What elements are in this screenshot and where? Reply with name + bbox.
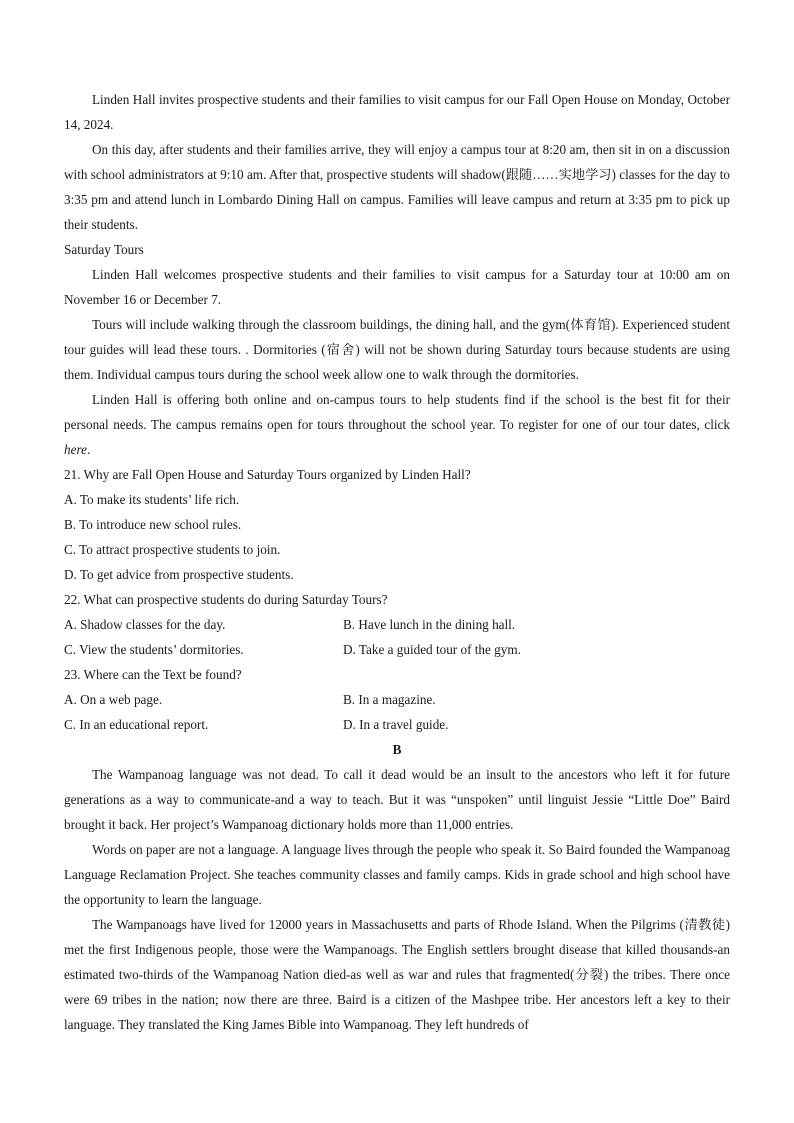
question-22-options-row-1 (64, 612, 730, 637)
question-22-option-d: D. Take a guided tour of the gym. (343, 642, 521, 657)
question-23-options-row-2 (64, 712, 730, 737)
paragraph-open-house-schedule: On this day, after students and their families arrive, they will enjoy a campus tour at 8:20 am, then sit in on a discussion with school administrators at 9:10 am. After that, prospective students will shadow(跟随……实地学习) classes for the day to 3:35 pm and attend lunch in Lombardo Dining Hall on campus. Families will leave campus and return at 3:35 pm to pick up their students. (64, 142, 730, 232)
registration-text: Linden Hall is offering both online and on-campus tours to help students find if the school is the best fit for their personal needs. The campus remains open for tours throughout the school year. To register for one of our tour dates, click (64, 392, 730, 432)
question-21-option-c: C. To attract prospective students to join. (64, 542, 281, 557)
question-21-option-b: B. To introduce new school rules. (64, 517, 242, 532)
document-page (64, 87, 730, 1037)
paragraph-open-house-intro: Linden Hall invites prospective students and their families to visit campus for our Fall Open House on Monday, October 14, 2024. (64, 92, 730, 132)
question-22-option-b: B. Have lunch in the dining hall. (343, 617, 516, 632)
section-heading-saturday-tours: Saturday Tours (64, 242, 144, 257)
paragraph-registration (64, 387, 730, 462)
registration-end: . (86, 442, 91, 457)
question-23-option-a: A. On a web page. (64, 692, 163, 707)
question-23-option-c: C. In an educational report. (64, 717, 209, 732)
question-21-option-d: D. To get advice from prospective students. (64, 567, 294, 582)
question-21-stem: 21. Why are Fall Open House and Saturday Tours organized by Linden Hall? (64, 467, 471, 482)
section-label-b: B (392, 742, 402, 757)
question-22-option-c: C. View the students’ dormitories. (64, 642, 244, 657)
question-21-option-a: A. To make its students’ life rich. (64, 492, 240, 507)
question-23-stem: 23. Where can the Text be found? (64, 667, 242, 682)
paragraph-reclamation-project: Words on paper are not a language. A language lives through the people who speak it. So Baird founded the Wampanoag Language Reclamation Project. She teaches community classes and family camps. Kids in grade school and high school have the opportunity to learn the language. (64, 842, 730, 907)
paragraph-wampanoag-history: The Wampanoags have lived for 12000 years in Massachusetts and parts of Rhode Island. When the Pilgrims (清教徒) met the first Indigenous people, those were the Wampanoags. The English settlers brought disease that killed thousands-an estimated two-thirds of the Wampanoag Nation died-as well as war and rules that fragmented(分裂) the tribes. There once were 69 tribes in the nation; now there are three. Baird is a citizen of the Mashpee tribe. Her ancestors left a key to their language. They translated the King James Bible into Wampanoag. They left hundreds of (64, 917, 730, 1032)
paragraph-tour-details: Tours will include walking through the classroom buildings, the dining hall, and the gym(体育馆). Experienced student tour guides will lead these tours. . Dormitories (宿舍) will not be shown during Saturday tours because students are using them. Individual campus tours during the school week allow one to walk through the dormitories. (64, 317, 730, 382)
question-22-option-a: A. Shadow classes for the day. (64, 617, 226, 632)
question-23-options-row-1 (64, 687, 730, 712)
question-22-stem: 22. What can prospective students do during Saturday Tours? (64, 592, 388, 607)
paragraph-wampanoag-language: The Wampanoag language was not dead. To call it dead would be an insult to the ancestors who left it for future generations as a way to communicate-and a way to teach. But it was “unspoken” until linguist Jessie “Little Doe” Baird brought it back. Her project’s Wampanoag dictionary holds more than 11,000 entries. (64, 767, 730, 832)
question-22-options-row-2 (64, 637, 730, 662)
paragraph-saturday-tours: Linden Hall welcomes prospective students and their families to visit campus for a Saturday tour at 10:00 am on November 16 or December 7. (64, 267, 730, 307)
question-23-option-d: D. In a travel guide. (343, 717, 449, 732)
register-link[interactable]: here (64, 442, 87, 457)
question-23-option-b: B. In a magazine. (343, 692, 436, 707)
